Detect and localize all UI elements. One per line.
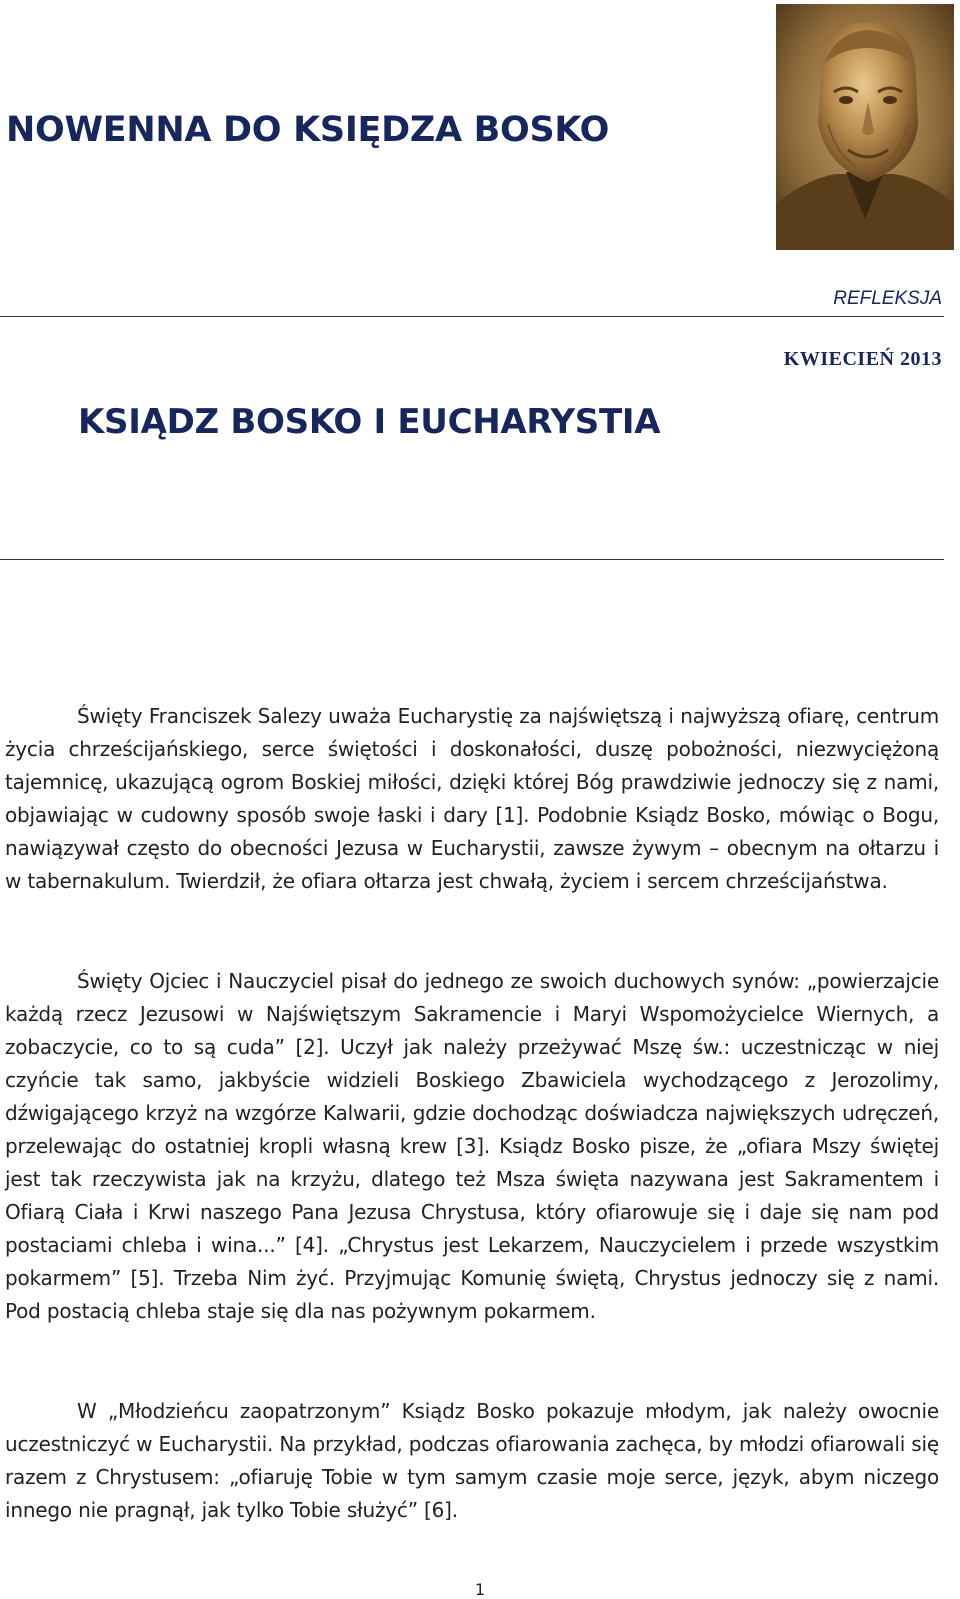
page-number: 1 <box>474 1580 486 1599</box>
paragraph-1-text: Święty Franciszek Salezy uważa Eucharystię za najświętszą i najwyższą ofiarę, centrum życia chrześcijańskiego, serce świętości i doskonałości, duszę pobożności, niezwyciężoną tajemnicę, ukazującą ogrom Boskiej miłości, dzięki której Bóg prawdziwie jednoczy się z nami, objawiając w cudowny sposób swoje łaski i dary [1]. Podobnie Ksiądz Bosko, mówiąc o Bogu, nawiązywał często do obecności Jezusa w Eucharystii, zawsze żywym – obecnym na ołtarzu i w tabernakulum. Twierdził, że ofiara ołtarza jest chwałą, życiem i sercem chrześcijaństwa. <box>5 704 939 893</box>
article-title: KSIĄDZ BOSKO I EUCHARYSTIA <box>78 402 661 442</box>
paragraph-3 <box>5 1395 939 1527</box>
document-title: NOWENNA DO KSIĘDZA BOSKO <box>6 110 610 150</box>
paragraph-2-text: Święty Ojciec i Nauczyciel pisał do jednego ze swoich duchowych synów: „powierzajcie każdą rzecz Jezusowi w Najświętszym Sakramencie i Maryi Wspomożycielce Wiernych, a zobaczycie, co to są cuda” [2]. Uczył jak należy przeżywać Mszę św.: uczestnicząc w niej czyńcie tak samo, jakbyście widzieli Boskiego Zbawiciela wychodzącego z Jerozolimy, dźwigającego krzyż na wzgórze Kalwarii, gdzie dochodząc doświadcza największych udręczeń, przelewając do ostatniej kropli własną krew [3]. Ksiądz Bosko pisze, że „ofiara Mszy świętej jest tak rzeczywista jak na krzyżu, dlatego też Msza święta nazywana jest Sakramentem i Ofiarą Ciała i Krwi naszego Pana Jezusa Chrystusa, który ofiarowuje się i daje się nam pod postaciami chleba i wina...” [4]. „Chrystus jest Lekarzem, Nauczycielem i przede wszystkim pokarmem” [5]. Trzeba Nim żyć. Przyjmując Komunię świętą, Chrystus jednoczy się z nami. Pod postacią chleba staje się dla nas pożywnym pokarmem. <box>5 969 939 1323</box>
bronze-portrait-relief-icon <box>776 4 954 250</box>
paragraph-1 <box>5 700 939 898</box>
section-label: REFLEKSJA <box>833 288 942 309</box>
top-divider <box>0 316 944 317</box>
paragraph-2 <box>5 965 939 1328</box>
paragraph-3-text: W „Młodzieńcu zaopatrzonym” Ksiądz Bosko pokazuje młodym, jak należy owocnie uczestniczyć w Eucharystii. Na przykład, podczas ofiarowania zachęca, by młodzi ofiarowali się razem z Chrystusem: „ofiaruję Tobie w tym samym czasie moje serce, język, abym niczego innego nie pragnął, jak tylko Tobie służyć” [6]. <box>5 1399 939 1522</box>
bottom-divider <box>0 559 944 560</box>
issue-date: KWIECIEŃ 2013 <box>783 348 942 370</box>
